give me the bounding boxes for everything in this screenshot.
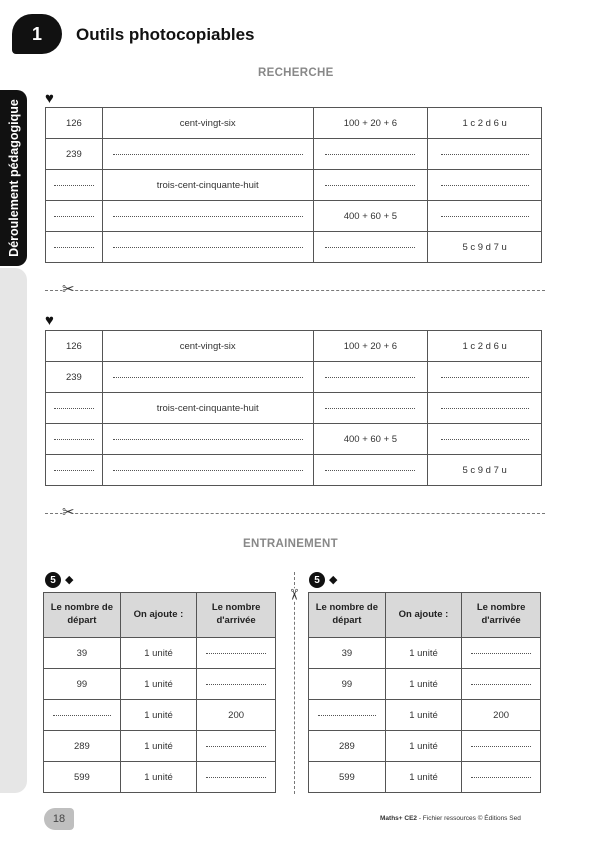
chapter-badge: 1 xyxy=(12,14,62,54)
table-cell xyxy=(46,170,103,201)
table-cell xyxy=(428,424,542,455)
footer-brand: Maths+ CE2 xyxy=(380,815,418,822)
table-cell xyxy=(197,638,276,669)
table-row xyxy=(309,669,541,700)
cell-text: 39 xyxy=(341,647,353,659)
table-cell xyxy=(462,669,541,700)
side-tab xyxy=(0,90,27,266)
table-row xyxy=(309,731,541,762)
table-cell xyxy=(44,731,121,762)
answer-blank xyxy=(113,469,303,471)
cell-text: 599 xyxy=(338,771,355,783)
heart-icon: ♥ xyxy=(45,312,54,329)
cell-text: 200 xyxy=(493,709,510,721)
heart-icon: ♥ xyxy=(45,90,54,107)
column-header: Le nombre de départ xyxy=(44,593,121,638)
answer-blank xyxy=(113,438,303,440)
answer-blank xyxy=(54,407,94,409)
cut-line xyxy=(45,513,545,514)
table-cell xyxy=(385,669,461,700)
table-row xyxy=(309,762,541,793)
cell-text: 239 xyxy=(65,371,82,383)
table-cell xyxy=(46,139,103,170)
cell-text: 99 xyxy=(341,678,353,690)
table-row xyxy=(44,731,276,762)
table-cell xyxy=(313,139,428,170)
cell-text: 289 xyxy=(73,740,90,752)
exercise-badge: 5 xyxy=(45,572,61,588)
table-cell xyxy=(102,424,313,455)
cell-text: cent-vingt-six xyxy=(179,340,236,352)
cell-text: 1 c 2 d 6 u xyxy=(462,340,507,352)
table-cell xyxy=(428,455,542,486)
recherche-table-1 xyxy=(45,107,542,263)
table-cell xyxy=(46,232,103,263)
table-cell xyxy=(102,232,313,263)
table-cell xyxy=(197,731,276,762)
answer-blank xyxy=(54,438,94,440)
entrainement-table-right xyxy=(308,592,541,793)
cell-text: 200 xyxy=(228,709,245,721)
entrainement-table-left xyxy=(43,592,276,793)
table-cell xyxy=(102,393,313,424)
table-row xyxy=(44,638,276,669)
table-cell xyxy=(46,424,103,455)
table-cell xyxy=(46,362,103,393)
table-cell xyxy=(313,455,428,486)
table-cell xyxy=(309,669,386,700)
cell-text: 126 xyxy=(65,117,82,129)
answer-blank xyxy=(318,714,376,716)
diamond-icon: ◆ xyxy=(329,574,338,586)
table-cell xyxy=(309,762,386,793)
cell-text: 126 xyxy=(65,340,82,352)
vertical-cut-line xyxy=(294,572,295,794)
cell-text: cent-vingt-six xyxy=(179,117,236,129)
table-cell xyxy=(102,139,313,170)
answer-blank xyxy=(441,153,529,155)
cell-text: 5 c 9 d 7 u xyxy=(462,241,507,253)
table-cell xyxy=(46,108,103,139)
cell-text: 1 unité xyxy=(144,709,173,721)
table-row xyxy=(46,331,542,362)
answer-blank xyxy=(206,776,266,778)
answer-blank xyxy=(441,376,529,378)
table-cell xyxy=(428,139,542,170)
answer-blank xyxy=(54,246,94,248)
table-cell xyxy=(428,362,542,393)
answer-blank xyxy=(471,776,531,778)
cell-text: 1 unité xyxy=(144,678,173,690)
scissors-icon: ✂ xyxy=(62,281,75,298)
cell-text: 400 + 60 + 5 xyxy=(343,433,398,445)
table-cell xyxy=(197,762,276,793)
table-cell xyxy=(428,232,542,263)
answer-blank xyxy=(441,184,529,186)
answer-blank xyxy=(206,745,266,747)
answer-blank xyxy=(325,153,415,155)
table-cell xyxy=(313,393,428,424)
table-cell xyxy=(46,393,103,424)
footer-text: - Fichier ressources © Éditions Sed xyxy=(417,815,521,822)
cut-line xyxy=(45,290,545,291)
table-cell xyxy=(385,638,461,669)
column-header: Le nombre de départ xyxy=(309,593,386,638)
cell-text: 239 xyxy=(65,148,82,160)
cell-text: 1 unité xyxy=(409,678,438,690)
answer-blank xyxy=(325,407,415,409)
section-title-entrainement: ENTRAINEMENT xyxy=(243,538,338,550)
table-cell xyxy=(102,170,313,201)
answer-blank xyxy=(54,184,94,186)
answer-blank xyxy=(471,683,531,685)
answer-blank xyxy=(325,184,415,186)
table-row xyxy=(46,170,542,201)
table-cell xyxy=(44,762,121,793)
table-row xyxy=(44,700,276,731)
table-cell xyxy=(309,700,386,731)
cell-text: 1 unité xyxy=(144,647,173,659)
answer-blank xyxy=(53,714,111,716)
table-cell xyxy=(309,731,386,762)
answer-blank xyxy=(54,215,94,217)
table-row xyxy=(46,232,542,263)
table-cell xyxy=(197,669,276,700)
cell-text: 599 xyxy=(73,771,90,783)
table-cell xyxy=(46,331,103,362)
cell-text: 1 unité xyxy=(409,771,438,783)
table-cell xyxy=(120,638,196,669)
table-row xyxy=(309,700,541,731)
answer-blank xyxy=(441,407,529,409)
answer-blank xyxy=(54,469,94,471)
table-cell xyxy=(102,362,313,393)
page-title: Outils photocopiables xyxy=(76,25,255,44)
table-row xyxy=(309,638,541,669)
table-cell xyxy=(46,201,103,232)
table-cell xyxy=(46,455,103,486)
answer-blank xyxy=(206,652,266,654)
cell-text: 400 + 60 + 5 xyxy=(343,210,398,222)
cell-text: 100 + 20 + 6 xyxy=(343,340,398,352)
table-cell xyxy=(428,170,542,201)
section-title-recherche: RECHERCHE xyxy=(258,67,334,79)
answer-blank xyxy=(325,376,415,378)
table-cell xyxy=(102,108,313,139)
column-header: On ajoute : xyxy=(120,593,196,638)
column-header: Le nombre d'arrivée xyxy=(462,593,541,638)
table-row xyxy=(46,393,542,424)
table-row xyxy=(44,669,276,700)
table-cell xyxy=(428,108,542,139)
table-row xyxy=(46,424,542,455)
cell-text: trois-cent-cinquante-huit xyxy=(156,402,259,414)
table-cell xyxy=(462,762,541,793)
cell-text: 1 c 2 d 6 u xyxy=(462,117,507,129)
table-cell xyxy=(313,362,428,393)
table-cell xyxy=(120,762,196,793)
table-row xyxy=(46,362,542,393)
table-cell xyxy=(102,201,313,232)
table-cell xyxy=(313,201,428,232)
footer-credit xyxy=(380,815,521,822)
cell-text: 1 unité xyxy=(144,771,173,783)
table-cell xyxy=(428,331,542,362)
diamond-icon: ◆ xyxy=(65,574,74,586)
cell-text: 1 unité xyxy=(409,740,438,752)
answer-blank xyxy=(471,745,531,747)
recherche-table-2 xyxy=(45,330,542,486)
cell-text: 1 unité xyxy=(409,709,438,721)
table-row xyxy=(46,139,542,170)
answer-blank xyxy=(113,246,303,248)
scissors-icon: ✂ xyxy=(284,588,302,601)
cell-text: 5 c 9 d 7 u xyxy=(462,464,507,476)
table-cell xyxy=(428,393,542,424)
cell-text: 99 xyxy=(76,678,88,690)
answer-blank xyxy=(471,652,531,654)
table-cell xyxy=(385,731,461,762)
table-cell xyxy=(385,762,461,793)
cell-text: 1 unité xyxy=(144,740,173,752)
table-cell xyxy=(102,331,313,362)
table-row xyxy=(46,455,542,486)
answer-blank xyxy=(113,376,303,378)
cell-text: 1 unité xyxy=(409,647,438,659)
cell-text: 100 + 20 + 6 xyxy=(343,117,398,129)
table-cell xyxy=(120,700,196,731)
exercise-badge: 5 xyxy=(309,572,325,588)
table-row xyxy=(44,762,276,793)
answer-blank xyxy=(325,246,415,248)
table-cell xyxy=(462,700,541,731)
table-cell xyxy=(428,201,542,232)
table-cell xyxy=(313,232,428,263)
cell-text: 289 xyxy=(338,740,355,752)
table-cell xyxy=(309,638,386,669)
scissors-icon: ✂ xyxy=(62,504,75,521)
column-header: On ajoute : xyxy=(385,593,461,638)
table-cell xyxy=(313,331,428,362)
table-cell xyxy=(197,700,276,731)
answer-blank xyxy=(113,215,303,217)
table-cell xyxy=(313,108,428,139)
table-cell xyxy=(120,669,196,700)
table-cell xyxy=(102,455,313,486)
answer-blank xyxy=(441,215,529,217)
table-cell xyxy=(462,638,541,669)
cell-text: 39 xyxy=(76,647,88,659)
table-cell xyxy=(313,424,428,455)
answer-blank xyxy=(206,683,266,685)
table-cell xyxy=(462,731,541,762)
table-cell xyxy=(120,731,196,762)
column-header: Le nombre d'arrivée xyxy=(197,593,276,638)
answer-blank xyxy=(325,469,415,471)
table-cell xyxy=(44,638,121,669)
table-row xyxy=(46,108,542,139)
table-cell xyxy=(44,700,121,731)
page-number: 18 xyxy=(44,808,74,830)
answer-blank xyxy=(113,153,303,155)
table-cell xyxy=(385,700,461,731)
side-tab-background xyxy=(0,268,27,793)
cell-text: trois-cent-cinquante-huit xyxy=(156,179,259,191)
answer-blank xyxy=(441,438,529,440)
table-cell xyxy=(44,669,121,700)
side-tab-label: Déroulement pédagogique xyxy=(6,99,21,257)
table-row xyxy=(46,201,542,232)
table-cell xyxy=(313,170,428,201)
